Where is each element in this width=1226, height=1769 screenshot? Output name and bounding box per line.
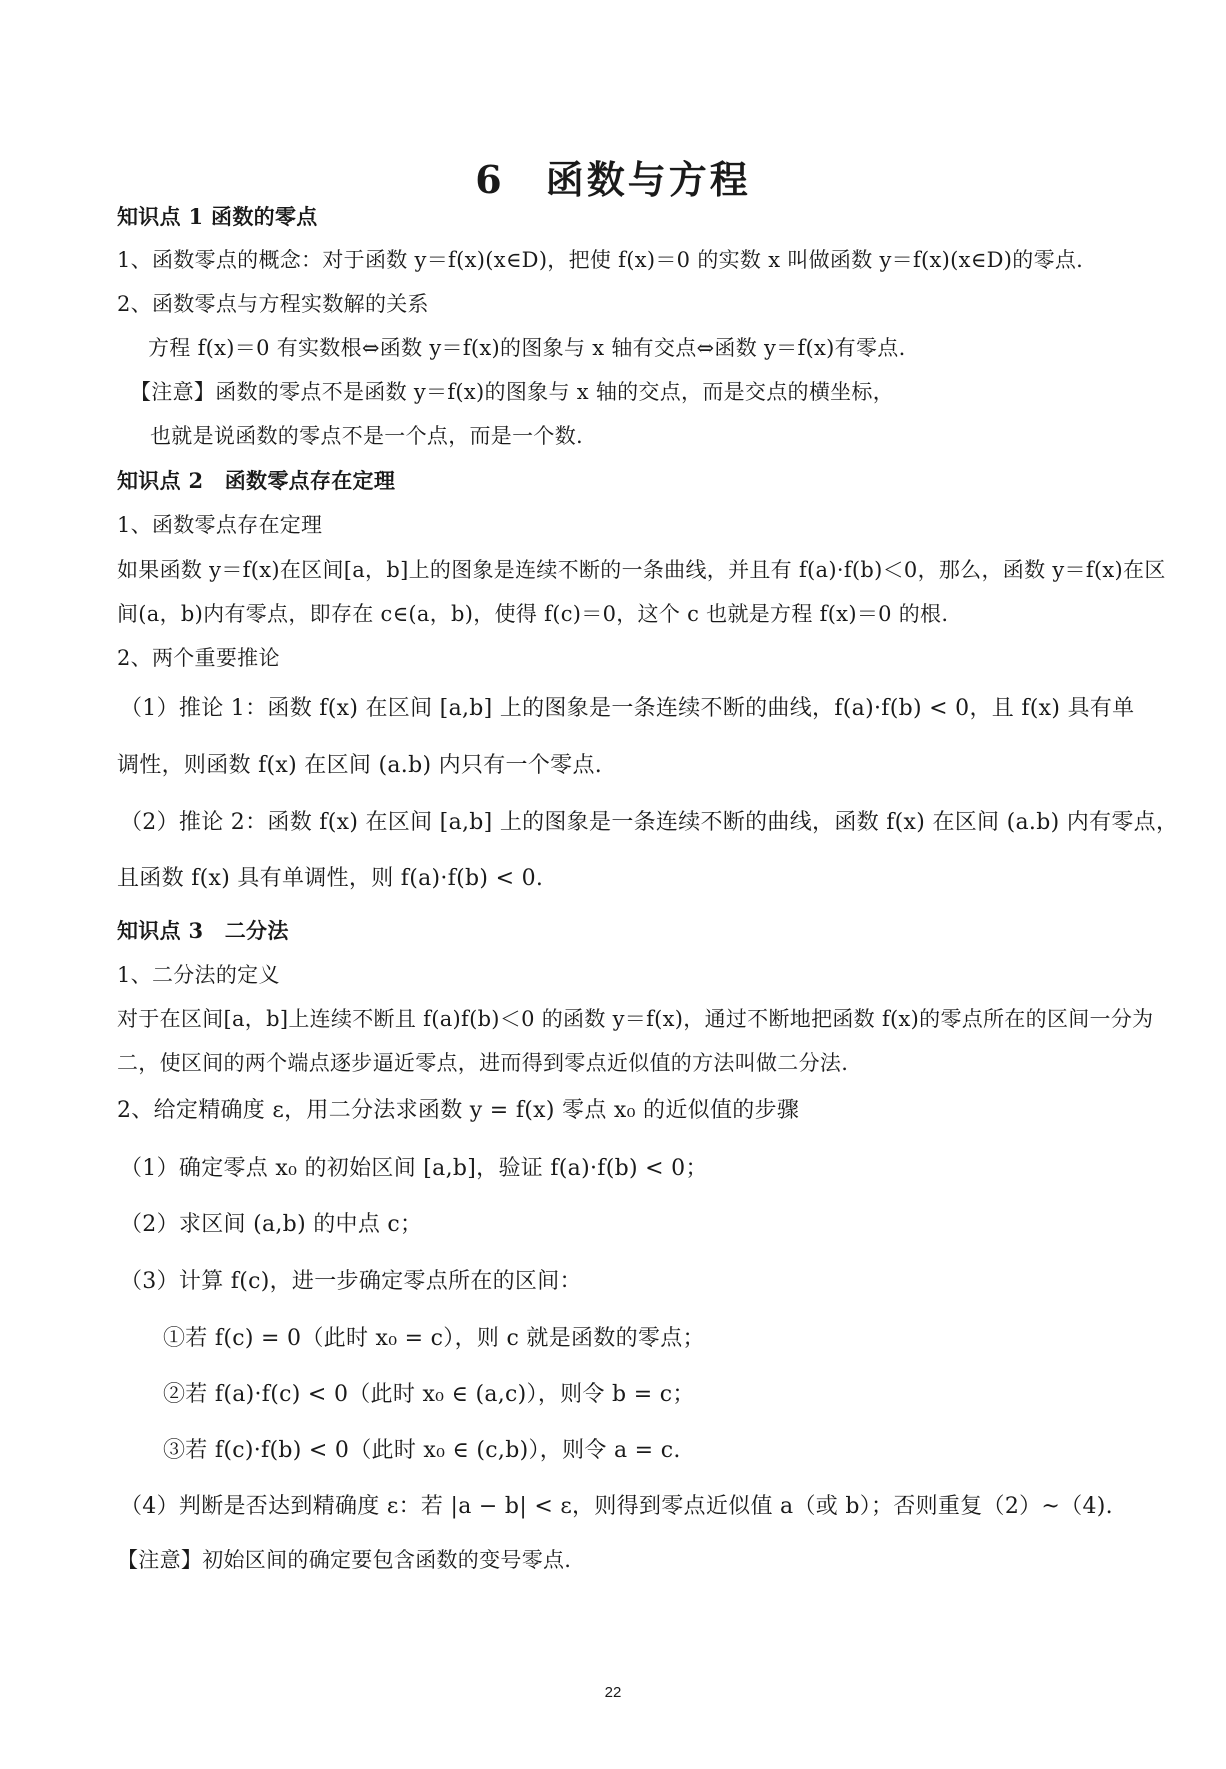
page-title: 6 函数与方程 — [475, 157, 751, 202]
paragraph-line: 2、函数零点与方程实数解的关系 — [117, 292, 429, 316]
step-line: （3）计算 f(c)，进一步确定零点所在的区间： — [120, 1269, 582, 1294]
paragraph-line: 2、给定精确度 ε，用二分法求函数 y = f(x) 零点 x₀ 的近似值的步骤 — [117, 1098, 800, 1123]
corollary-line: （1）推论 1：函数 f(x) 在区间 [a,b] 上的图象是一条连续不断的曲线，f(a)·f(b) < 0，且 f(x) 具有单 — [120, 696, 1135, 721]
section-heading-1: 知识点 1 函数的零点 — [117, 204, 318, 229]
paragraph-line: 二，使区间的两个端点逐步逼近零点，进而得到零点近似值的方法叫做二分法. — [117, 1051, 849, 1075]
paragraph-line: 间(a，b)内有零点，即存在 c∈(a，b)，使得 f(c)＝0，这个 c 也就是方程 f(x)＝0 的根. — [117, 602, 949, 626]
step-line: （2）求区间 (a,b) 的中点 c； — [120, 1212, 423, 1237]
paragraph-line: 1、二分法的定义 — [117, 963, 280, 987]
paragraph-line: 2、两个重要推论 — [117, 646, 280, 670]
note-line: 也就是说函数的零点不是一个点，而是一个数. — [150, 424, 583, 448]
case-line: ①若 f(c) = 0（此时 x₀ = c），则 c 就是函数的零点； — [163, 1326, 705, 1351]
paragraph-line: 对于在区间[a，b]上连续不断且 f(a)f(b)＜0 的函数 y＝f(x)，通过不断地把函数 f(x)的零点所在的区间一分为 — [117, 1007, 1154, 1031]
step-line: （1）确定零点 x₀ 的初始区间 [a,b]，验证 f(a)·f(b) < 0； — [120, 1156, 708, 1181]
corollary-line: 且函数 f(x) 具有单调性，则 f(a)·f(b) < 0. — [117, 866, 544, 891]
paragraph-line: 1、函数零点的概念：对于函数 y＝f(x)(x∈D)，把使 f(x)＝0 的实数 x 叫做函数 y＝f(x)(x∈D)的零点. — [117, 248, 1084, 272]
paragraph-line: 如果函数 y＝f(x)在区间[a，b]上的图象是连续不断的一条曲线，并且有 f(a)·f(b)＜0，那么，函数 y＝f(x)在区 — [117, 558, 1166, 582]
section-heading-3: 知识点 3 二分法 — [117, 918, 289, 943]
section-heading-2: 知识点 2 函数零点存在定理 — [117, 468, 396, 493]
case-line: ③若 f(c)·f(b) < 0（此时 x₀ ∈ (c,b)），则令 a = c. — [163, 1438, 681, 1463]
note-line: 【注意】初始区间的确定要包含函数的变号零点. — [117, 1548, 572, 1572]
paragraph-line: 方程 f(x)＝0 有实数根⇔函数 y＝f(x)的图象与 x 轴有交点⇔函数 y＝f(x)有零点. — [148, 336, 906, 360]
note-line: 【注意】函数的零点不是函数 y＝f(x)的图象与 x 轴的交点，而是交点的横坐标， — [130, 380, 895, 404]
page-number: 22 — [604, 1684, 622, 1701]
corollary-line: （2）推论 2：函数 f(x) 在区间 [a,b] 上的图象是一条连续不断的曲线，函数 f(x) 在区间 (a.b) 内有零点， — [120, 810, 1179, 835]
paragraph-line: 1、函数零点存在定理 — [117, 513, 323, 537]
case-line: ②若 f(a)·f(c) < 0（此时 x₀ ∈ (a,c)），则令 b = c； — [163, 1382, 695, 1407]
corollary-line: 调性，则函数 f(x) 在区间 (a.b) 内只有一个零点. — [117, 753, 603, 778]
step-line: （4）判断是否达到精确度 ε：若 |a − b| < ε，则得到零点近似值 a（或 b）；否则重复（2）~（4). — [120, 1494, 1113, 1519]
